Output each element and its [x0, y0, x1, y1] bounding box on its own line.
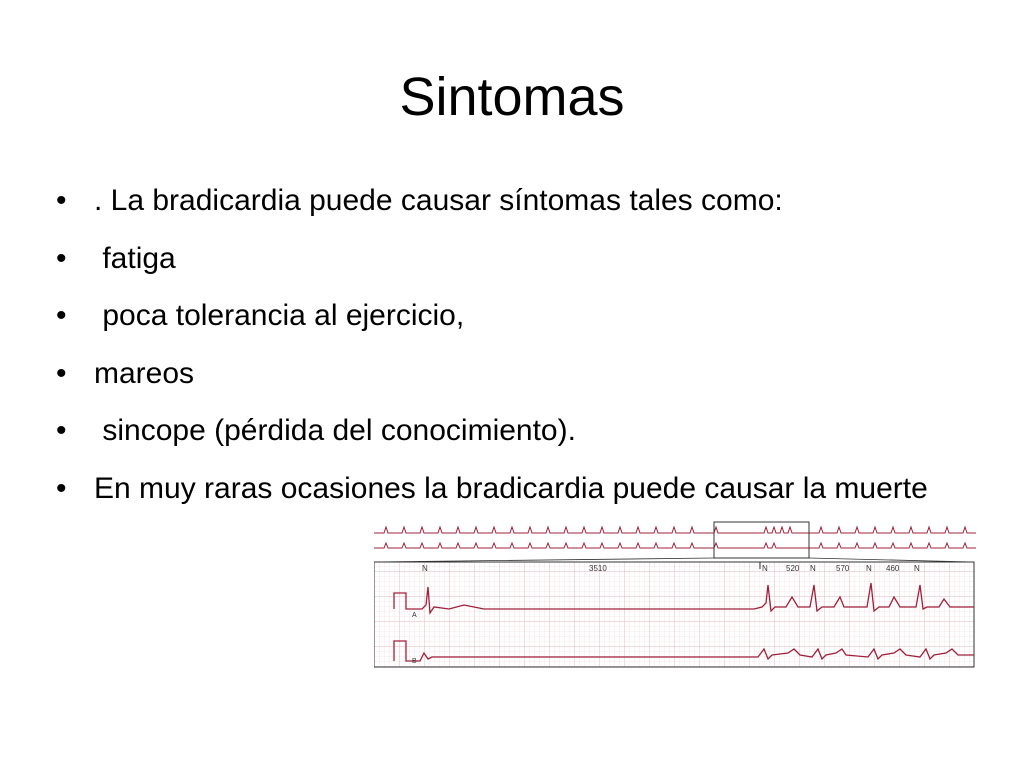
ecg-detail-strip	[374, 562, 974, 667]
ecg-overview-trace-bottom	[374, 543, 976, 548]
ecg-interval-label: 460	[886, 564, 900, 573]
slide-title: Sintomas	[399, 67, 625, 127]
bullet-text: mareos	[94, 356, 195, 390]
bullet-text: poca tolerancia al ejercicio,	[94, 299, 465, 332]
ecg-interval-label: 570	[836, 564, 850, 573]
bullet-item	[52, 298, 972, 334]
ecg-beat-label: N	[762, 564, 768, 573]
bullet-item	[52, 356, 972, 392]
bullet-item	[52, 241, 972, 277]
bullet-dot-icon: •	[56, 471, 67, 505]
ecg-zoom-box	[714, 522, 809, 558]
ecg-zoom-connector-left	[374, 558, 714, 562]
bullet-item	[52, 183, 972, 219]
bullet-item	[52, 413, 972, 449]
ecg-strip-image	[374, 521, 976, 669]
bullet-text: fatiga	[94, 241, 176, 275]
bullet-text: En muy raras ocasiones la bradicardia puede causar la muerte	[94, 471, 928, 505]
bullet-dot-icon: •	[56, 356, 67, 390]
ecg-beat-label: N	[914, 564, 920, 573]
ecg-beat-label: N	[422, 564, 428, 573]
bullet-dot-icon: •	[56, 184, 67, 217]
ecg-interval-label: 3510	[589, 564, 607, 573]
ecg-interval-label: 520	[786, 564, 800, 573]
ecg-overview-trace-top	[374, 527, 976, 533]
bullet-list	[52, 183, 972, 528]
bullet-dot-icon: •	[56, 241, 67, 275]
bullet-item	[52, 471, 972, 507]
ecg-lead-marker: B	[412, 658, 417, 665]
bullet-dot-icon: •	[56, 414, 67, 447]
bullet-dot-icon: •	[56, 299, 67, 332]
ecg-beat-label: N	[810, 564, 816, 573]
ecg-lead-marker: A	[412, 612, 417, 619]
bullet-text: . La bradicardia puede causar síntomas tales como:	[94, 184, 783, 217]
ecg-zoom-connector-right	[809, 558, 974, 562]
ecg-beat-label: N	[866, 564, 872, 573]
ecg-overview-strip	[374, 522, 976, 558]
bullet-text: sincope (pérdida del conocimiento).	[94, 414, 576, 447]
